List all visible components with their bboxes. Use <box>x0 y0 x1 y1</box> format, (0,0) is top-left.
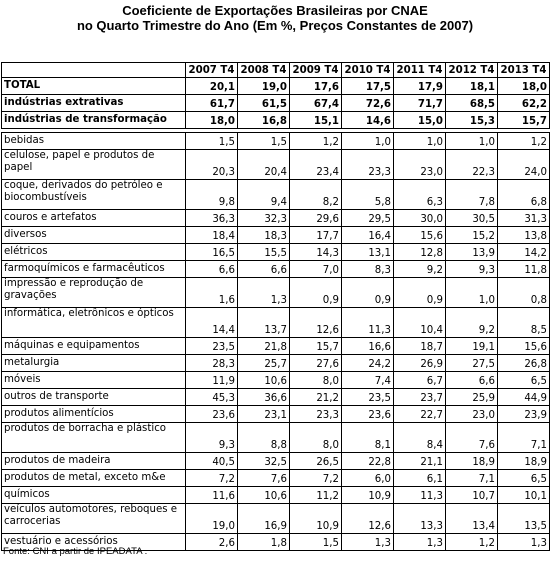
value-cell: 61,7 <box>186 95 238 112</box>
value-cell: 19,0 <box>238 78 290 95</box>
row-label: bebidas <box>2 133 186 150</box>
value-cell: 8,0 <box>290 423 342 453</box>
value-cell: 19,0 <box>186 504 238 534</box>
value-cell: 17,7 <box>290 227 342 244</box>
value-cell: 12,6 <box>290 308 342 338</box>
value-cell: 22,7 <box>394 406 446 423</box>
value-cell: 10,4 <box>394 308 446 338</box>
row-label: informática, eletrônicos e ópticos <box>2 308 186 338</box>
value-cell: 8,4 <box>394 423 446 453</box>
value-cell: 1,0 <box>394 133 446 150</box>
table-row <box>2 112 550 129</box>
value-cell: 13,7 <box>238 308 290 338</box>
value-cell: 0,9 <box>290 278 342 308</box>
value-cell: 13,1 <box>342 244 394 261</box>
value-cell: 72,6 <box>342 95 394 112</box>
value-cell: 1,0 <box>446 278 498 308</box>
value-cell: 7,4 <box>342 372 394 389</box>
row-label: produtos de metal, exceto m&e <box>2 470 186 487</box>
value-cell: 0,9 <box>342 278 394 308</box>
value-cell: 15,1 <box>290 112 342 129</box>
value-cell: 23,3 <box>290 406 342 423</box>
value-cell: 15,2 <box>446 227 498 244</box>
table-row <box>2 470 550 487</box>
value-cell: 15,6 <box>498 338 550 355</box>
value-cell: 15,5 <box>238 244 290 261</box>
value-cell: 17,9 <box>394 78 446 95</box>
row-label: celulose, papel e produtos de papel <box>2 150 186 180</box>
row-label: metalurgia <box>2 355 186 372</box>
value-cell: 23,6 <box>342 406 394 423</box>
value-cell: 61,5 <box>238 95 290 112</box>
value-cell: 6,7 <box>394 372 446 389</box>
value-cell: 45,3 <box>186 389 238 406</box>
column-header: 2009 T4 <box>290 63 342 78</box>
row-label: móveis <box>2 372 186 389</box>
value-cell: 15,7 <box>290 338 342 355</box>
value-cell: 29,5 <box>342 210 394 227</box>
table-row <box>2 355 550 372</box>
table-row <box>2 453 550 470</box>
value-cell: 20,3 <box>186 150 238 180</box>
value-cell: 6,5 <box>498 470 550 487</box>
value-cell: 13,8 <box>498 227 550 244</box>
header-row <box>2 63 550 78</box>
value-cell: 44,9 <box>498 389 550 406</box>
value-cell: 9,2 <box>446 308 498 338</box>
row-label: máquinas e equipamentos <box>2 338 186 355</box>
table-row <box>2 338 550 355</box>
row-label: indústrias extrativas <box>2 95 186 112</box>
table-row <box>2 261 550 278</box>
value-cell: 23,5 <box>186 338 238 355</box>
value-cell: 7,2 <box>290 470 342 487</box>
value-cell: 25,9 <box>446 389 498 406</box>
value-cell: 11,6 <box>186 487 238 504</box>
value-cell: 12,8 <box>394 244 446 261</box>
value-cell: 30,5 <box>446 210 498 227</box>
value-cell: 68,5 <box>446 95 498 112</box>
row-label: diversos <box>2 227 186 244</box>
title-block <box>0 0 550 33</box>
value-cell: 1,3 <box>498 534 550 551</box>
value-cell: 1,3 <box>238 278 290 308</box>
value-cell: 6,5 <box>498 372 550 389</box>
value-cell: 6,0 <box>342 470 394 487</box>
value-cell: 0,9 <box>394 278 446 308</box>
value-cell: 9,2 <box>394 261 446 278</box>
value-cell: 20,4 <box>238 150 290 180</box>
table-row <box>2 78 550 95</box>
value-cell: 31,3 <box>498 210 550 227</box>
value-cell: 1,5 <box>290 534 342 551</box>
value-cell: 10,7 <box>446 487 498 504</box>
table-row <box>2 372 550 389</box>
value-cell: 1,8 <box>238 534 290 551</box>
value-cell: 6,1 <box>394 470 446 487</box>
value-cell: 13,3 <box>394 504 446 534</box>
value-cell: 18,9 <box>498 453 550 470</box>
value-cell: 14,2 <box>498 244 550 261</box>
value-cell: 11,3 <box>394 487 446 504</box>
value-cell: 16,9 <box>238 504 290 534</box>
value-cell: 17,6 <box>290 78 342 95</box>
value-cell: 23,1 <box>238 406 290 423</box>
value-cell: 23,7 <box>394 389 446 406</box>
value-cell: 27,5 <box>446 355 498 372</box>
table-row <box>2 308 550 338</box>
row-label: TOTAL <box>2 78 186 95</box>
value-cell: 15,0 <box>394 112 446 129</box>
table-row <box>2 423 550 453</box>
value-cell: 2,6 <box>186 534 238 551</box>
table-title-line-1: Coeficiente de Exportações Brasileiras por CNAE <box>122 3 428 18</box>
column-header: 2012 T4 <box>446 63 498 78</box>
value-cell: 9,3 <box>446 261 498 278</box>
value-cell: 16,8 <box>238 112 290 129</box>
value-cell: 10,1 <box>498 487 550 504</box>
value-cell: 20,1 <box>186 78 238 95</box>
table-body <box>2 78 550 551</box>
value-cell: 18,0 <box>186 112 238 129</box>
value-cell: 23,9 <box>498 406 550 423</box>
value-cell: 62,2 <box>498 95 550 112</box>
value-cell: 9,8 <box>186 180 238 210</box>
value-cell: 10,6 <box>238 487 290 504</box>
value-cell: 6,6 <box>238 261 290 278</box>
value-cell: 5,8 <box>342 180 394 210</box>
value-cell: 27,6 <box>290 355 342 372</box>
value-cell: 1,5 <box>238 133 290 150</box>
column-header: 2008 T4 <box>238 63 290 78</box>
value-cell: 25,7 <box>238 355 290 372</box>
value-cell: 18,9 <box>446 453 498 470</box>
value-cell: 13,4 <box>446 504 498 534</box>
row-label: vestuário e acessórios <box>2 534 186 551</box>
value-cell: 32,3 <box>238 210 290 227</box>
value-cell: 15,7 <box>498 112 550 129</box>
value-cell: 16,5 <box>186 244 238 261</box>
row-label: coque, derivados do petróleo e biocombustíveis <box>2 180 186 210</box>
row-label: couros e artefatos <box>2 210 186 227</box>
value-cell: 1,2 <box>498 133 550 150</box>
value-cell: 18,4 <box>186 227 238 244</box>
value-cell: 30,0 <box>394 210 446 227</box>
header-blank-cell <box>2 63 186 78</box>
row-label: produtos de borracha e plástico <box>2 423 186 453</box>
value-cell: 9,4 <box>238 180 290 210</box>
row-label: químicos <box>2 487 186 504</box>
value-cell: 23,3 <box>342 150 394 180</box>
table-row <box>2 504 550 534</box>
value-cell: 21,8 <box>238 338 290 355</box>
value-cell: 24,0 <box>498 150 550 180</box>
value-cell: 1,3 <box>342 534 394 551</box>
row-label: produtos alimentícios <box>2 406 186 423</box>
row-label: farmoquímicos e farmacêuticos <box>2 261 186 278</box>
value-cell: 23,5 <box>342 389 394 406</box>
value-cell: 19,1 <box>446 338 498 355</box>
value-cell: 7,2 <box>186 470 238 487</box>
table-row <box>2 406 550 423</box>
value-cell: 1,2 <box>290 133 342 150</box>
row-label: elétricos <box>2 244 186 261</box>
value-cell: 15,3 <box>446 112 498 129</box>
row-label: veículos automotores, reboques e carrocerias <box>2 504 186 534</box>
value-cell: 22,3 <box>446 150 498 180</box>
value-cell: 21,2 <box>290 389 342 406</box>
value-cell: 18,7 <box>394 338 446 355</box>
value-cell: 16,6 <box>342 338 394 355</box>
table-row <box>2 133 550 150</box>
value-cell: 6,6 <box>186 261 238 278</box>
value-cell: 36,6 <box>238 389 290 406</box>
value-cell: 15,6 <box>394 227 446 244</box>
table-row <box>2 210 550 227</box>
value-cell: 32,5 <box>238 453 290 470</box>
table-row <box>2 487 550 504</box>
table-row <box>2 244 550 261</box>
value-cell: 11,2 <box>290 487 342 504</box>
value-cell: 7,6 <box>238 470 290 487</box>
value-cell: 10,9 <box>290 504 342 534</box>
value-cell: 28,3 <box>186 355 238 372</box>
column-header: 2011 T4 <box>394 63 446 78</box>
value-cell: 12,6 <box>342 504 394 534</box>
column-header: 2010 T4 <box>342 63 394 78</box>
value-cell: 1,6 <box>186 278 238 308</box>
value-cell: 23,0 <box>446 406 498 423</box>
value-cell: 14,3 <box>290 244 342 261</box>
value-cell: 1,2 <box>446 534 498 551</box>
value-cell: 6,6 <box>446 372 498 389</box>
value-cell: 18,3 <box>238 227 290 244</box>
value-cell: 11,9 <box>186 372 238 389</box>
value-cell: 7,0 <box>290 261 342 278</box>
value-cell: 18,0 <box>498 78 550 95</box>
table-title-line-2: no Quarto Trimestre do Ano (Em %, Preços Constantes de 2007) <box>76 18 474 33</box>
value-cell: 23,4 <box>290 150 342 180</box>
column-header: 2007 T4 <box>186 63 238 78</box>
value-cell: 7,8 <box>446 180 498 210</box>
value-cell: 13,5 <box>498 504 550 534</box>
value-cell: 18,1 <box>446 78 498 95</box>
value-cell: 9,3 <box>186 423 238 453</box>
table-row <box>2 227 550 244</box>
value-cell: 36,3 <box>186 210 238 227</box>
value-cell: 7,6 <box>446 423 498 453</box>
value-cell: 26,5 <box>290 453 342 470</box>
value-cell: 23,6 <box>186 406 238 423</box>
value-cell: 6,8 <box>498 180 550 210</box>
row-label: produtos de madeira <box>2 453 186 470</box>
value-cell: 1,0 <box>446 133 498 150</box>
export-coefficient-table <box>1 62 550 551</box>
value-cell: 22,8 <box>342 453 394 470</box>
value-cell: 21,1 <box>394 453 446 470</box>
value-cell: 23,0 <box>394 150 446 180</box>
value-cell: 40,5 <box>186 453 238 470</box>
value-cell: 14,4 <box>186 308 238 338</box>
value-cell: 8,0 <box>290 372 342 389</box>
table-row <box>2 95 550 112</box>
row-label: impressão e reprodução de gravações <box>2 278 186 308</box>
value-cell: 67,4 <box>290 95 342 112</box>
value-cell: 6,3 <box>394 180 446 210</box>
table-row <box>2 180 550 210</box>
value-cell: 7,1 <box>498 423 550 453</box>
table-row <box>2 389 550 406</box>
value-cell: 29,6 <box>290 210 342 227</box>
value-cell: 8,1 <box>342 423 394 453</box>
value-cell: 10,9 <box>342 487 394 504</box>
value-cell: 71,7 <box>394 95 446 112</box>
value-cell: 1,0 <box>342 133 394 150</box>
value-cell: 14,6 <box>342 112 394 129</box>
value-cell: 26,9 <box>394 355 446 372</box>
value-cell: 7,1 <box>446 470 498 487</box>
value-cell: 1,3 <box>394 534 446 551</box>
value-cell: 8,3 <box>342 261 394 278</box>
value-cell: 8,8 <box>238 423 290 453</box>
value-cell: 11,3 <box>342 308 394 338</box>
value-cell: 10,6 <box>238 372 290 389</box>
column-header: 2013 T4 <box>498 63 550 78</box>
table-row <box>2 278 550 308</box>
value-cell: 13,9 <box>446 244 498 261</box>
value-cell: 16,4 <box>342 227 394 244</box>
value-cell: 1,5 <box>186 133 238 150</box>
value-cell: 11,8 <box>498 261 550 278</box>
value-cell: 26,8 <box>498 355 550 372</box>
value-cell: 17,5 <box>342 78 394 95</box>
value-cell: 24,2 <box>342 355 394 372</box>
table-row <box>2 150 550 180</box>
value-cell: 8,2 <box>290 180 342 210</box>
row-label: outros de transporte <box>2 389 186 406</box>
source-note: Fonte: CNI a partir de IPEADATA . <box>3 546 148 557</box>
row-label: indústrias de transformação <box>2 112 186 129</box>
value-cell: 8,5 <box>498 308 550 338</box>
value-cell: 0,8 <box>498 278 550 308</box>
